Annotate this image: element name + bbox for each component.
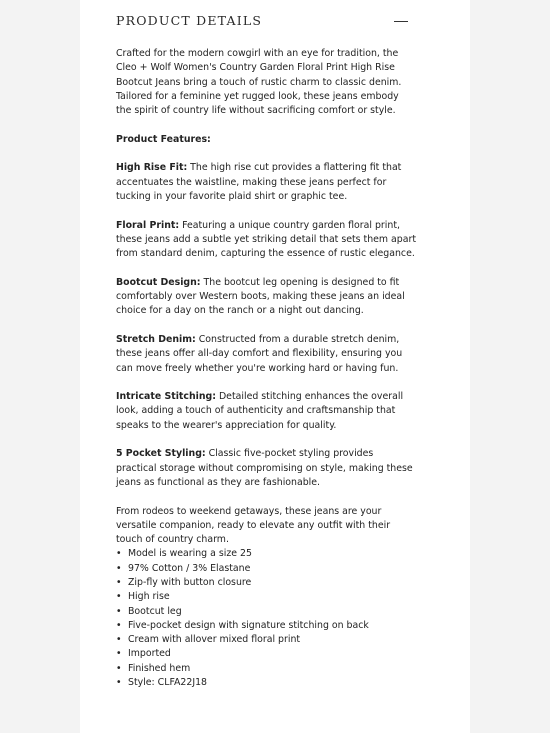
feature-floral-print: Floral Print: Featuring a unique country garden floral print, these jeans add a subtle yet striking detail that sets them apart from standard denim, capturing the essence of rustic elegance. <box>116 219 417 260</box>
product-details-header[interactable] <box>116 12 408 32</box>
list-item: • High rise <box>116 590 416 604</box>
list-item: • 97% Cotton / 3% Elastane <box>116 562 416 576</box>
list-item: • Five-pocket design with signature stitching on back <box>116 619 416 633</box>
list-item: • Style: CLFA22J18 <box>116 676 416 690</box>
product-description <box>116 47 416 690</box>
feature-stitching: Intricate Stitching: Detailed stitching enhances the overall look, adding a touch of authenticity and craftsmanship that speaks to the wearer's appreciation for quality. <box>116 391 404 431</box>
list-item: • Imported <box>116 647 416 661</box>
intro-paragraph: Crafted for the modern cowgirl with an eye for tradition, the Cleo + Wolf Women's Country Garden Floral Print High Rise Bootcut Jeans bring a touch of rustic charm to classic denim. Tailored for a feminine yet rugged look, these jeans embody the spirit of country life without sacrificing comfort or style. <box>116 48 402 117</box>
list-item: • Model is wearing a size 25 <box>116 547 416 561</box>
features-heading: Product Features: <box>116 133 211 145</box>
feature-high-rise: High Rise Fit: The high rise cut provides a flattering fit that accentuates the waistline, making these jeans perfect for tucking in your favorite plaid shirt or graphic tee. <box>116 162 402 202</box>
list-item: • Cream with allover mixed floral print <box>116 633 416 647</box>
list-item: • Bootcut leg <box>116 605 416 619</box>
list-item: • Zip-fly with button closure <box>116 576 416 590</box>
feature-stretch-denim: Stretch Denim: Constructed from a durable stretch denim, these jeans offer all-day comfort and flexibility, ensuring you can move freely whether you're working hard or having fun. <box>116 333 403 374</box>
feature-pocket-styling: 5 Pocket Styling: Classic five-pocket styling provides practical storage without compromising on style, making these jeans as functional as they are fashionable. <box>116 448 413 488</box>
section-title: PRODUCT DETAILS <box>116 13 263 28</box>
list-item: • Finished hem <box>116 662 416 676</box>
closing-paragraph: From rodeos to weekend getaways, these jeans are your versatile companion, ready to elevate any outfit with their touch of country charm. <box>116 505 391 546</box>
collapse-minus-icon[interactable] <box>394 20 408 30</box>
spec-list <box>116 547 416 690</box>
feature-bootcut: Bootcut Design: The bootcut leg opening is designed to fit comfortably over Western boots, making these jeans an ideal choice for a day on the ranch or a night out dancing. <box>116 276 405 317</box>
